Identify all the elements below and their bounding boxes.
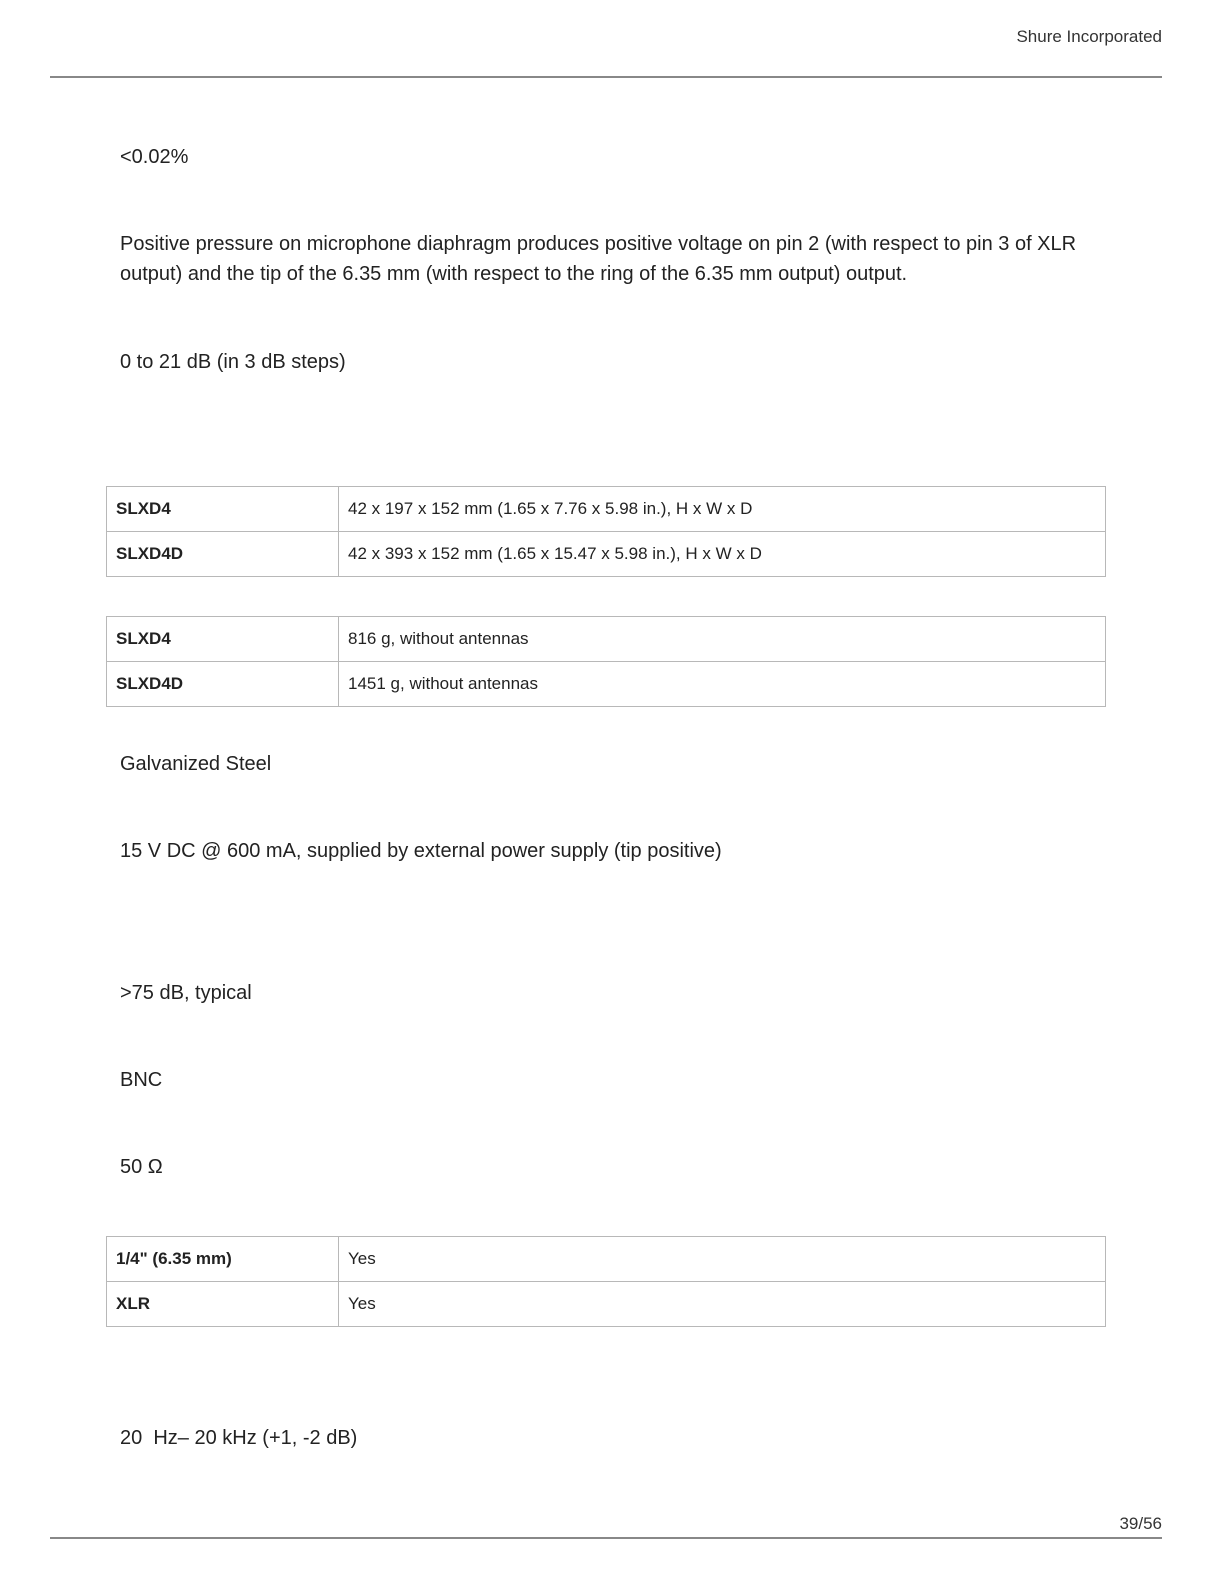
housing-value: Galvanized Steel bbox=[120, 753, 272, 775]
weight-value: 1451 g, without antennas bbox=[339, 662, 1106, 707]
dimensions-value: 42 x 393 x 152 mm (1.65 x 15.47 x 5.98 in.), H x W x D bbox=[339, 532, 1106, 577]
weight-value: 816 g, without antennas bbox=[339, 617, 1106, 662]
header-divider bbox=[50, 76, 1162, 78]
connector-value: BNC bbox=[120, 1069, 163, 1091]
frequency-response-value: 20 Hz– 20 kHz (+1, -2 dB) bbox=[120, 1427, 358, 1449]
output-key: 1/4" (6.35 mm) bbox=[107, 1237, 339, 1282]
output-value: Yes bbox=[339, 1282, 1106, 1327]
table-row bbox=[107, 662, 1106, 707]
dimensions-key: SLXD4 bbox=[107, 487, 339, 532]
table-row bbox=[107, 532, 1106, 577]
weight-table bbox=[106, 616, 1106, 707]
table-row bbox=[107, 1282, 1106, 1327]
header-company: Shure Incorporated bbox=[1016, 27, 1162, 46]
polarity-text: Positive pressure on microphone diaphragm produces positive voltage on pin 2 (with respect to pin 3 of XLR output) and the tip of the 6.35 mm (with respect to the ring of the 6.35 mm output) output. bbox=[120, 233, 1077, 285]
table-row bbox=[107, 1237, 1106, 1282]
footer-divider bbox=[50, 1537, 1162, 1539]
power-value: 15 V DC @ 600 mA, supplied by external power supply (tip positive) bbox=[120, 840, 722, 862]
output-value: Yes bbox=[339, 1237, 1106, 1282]
thd-value: <0.02% bbox=[120, 146, 189, 168]
dimensions-value: 42 x 197 x 152 mm (1.65 x 7.76 x 5.98 in.), H x W x D bbox=[339, 487, 1106, 532]
page-number: 39/56 bbox=[1119, 1514, 1162, 1533]
output-key: XLR bbox=[107, 1282, 339, 1327]
weight-key: SLXD4D bbox=[107, 662, 339, 707]
dimensions-table bbox=[106, 486, 1106, 577]
weight-key: SLXD4 bbox=[107, 617, 339, 662]
dimensions-key: SLXD4D bbox=[107, 532, 339, 577]
table-row bbox=[107, 617, 1106, 662]
image-rejection-value: >75 dB, typical bbox=[120, 982, 252, 1004]
outputs-table bbox=[106, 1236, 1106, 1327]
table-row bbox=[107, 487, 1106, 532]
gain-range-value: 0 to 21 dB (in 3 dB steps) bbox=[120, 351, 346, 373]
impedance-value: 50 Ω bbox=[120, 1156, 163, 1178]
